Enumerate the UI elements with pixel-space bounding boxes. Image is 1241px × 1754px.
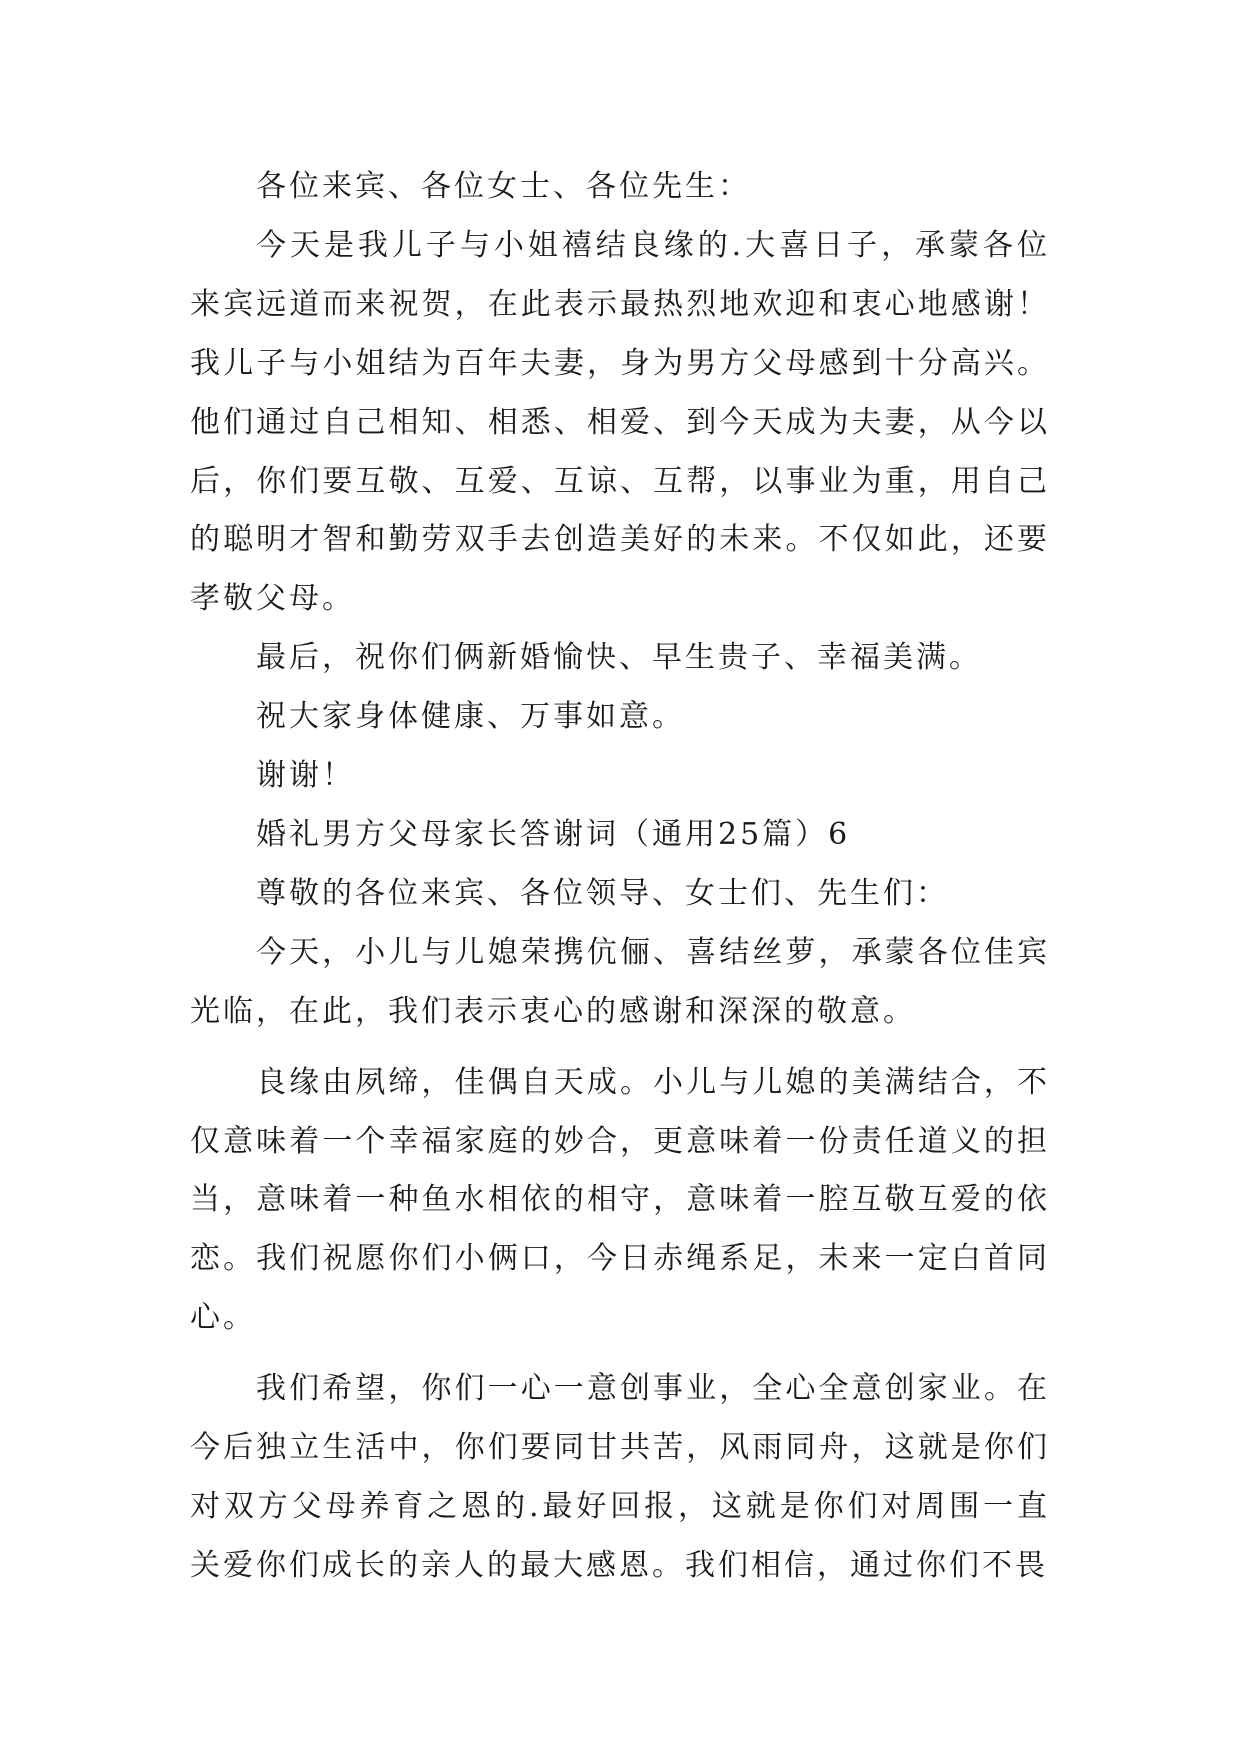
paragraph-spacer — [190, 1042, 1050, 1054]
body-paragraph: 良缘由夙缔，佳偶自天成。小儿与儿媳的美满结合，不仅意味着一个幸福家庭的妙合，更意味着一份责任道义的担当，意味着一种鱼水相依的相守，意味着一腔互敬互爱的依恋。我们祝愿你们小俩口，今日赤绳系足，未来一定白首同心。 — [190, 1064, 1050, 1336]
body-paragraph: 今天，小儿与儿媳荣携伉俪、喜结丝萝，承蒙各位佳宾光临，在此，我们表示衷心的感谢和深深的敬意。 — [190, 934, 1050, 1029]
paragraph-spacer — [190, 1348, 1050, 1360]
body-paragraph: 我们希望，你们一心一意创事业，全心全意创家业。在今后独立生活中，你们要同甘共苦，风雨同舟，这就是你们对双方父母养育之恩的.最好回报，这就是你们对周围一直关爱你们成长的亲人的最大感恩。我们相信，通过你们不畏 — [190, 1371, 1050, 1583]
greeting-paragraph: 尊敬的各位来宾、各位领导、女士们、先生们： — [256, 875, 949, 911]
section-heading: 婚礼男方父母家长答谢词（通用25篇）6 — [256, 816, 851, 852]
closing-wish-paragraph: 祝大家身体健康、万事如意。 — [256, 699, 685, 735]
document-body — [190, 158, 1050, 1596]
closing-wish-paragraph: 最后，祝你们俩新婚愉快、早生贵子、幸福美满。 — [256, 640, 982, 676]
thanks-paragraph: 谢谢！ — [256, 758, 355, 794]
body-paragraph: 今天是我儿子与小姐禧结良缘的.大喜日子，承蒙各位来宾远道而来祝贺，在此表示最热烈地欢迎和衷心地感谢！我儿子与小姐结为百年夫妻，身为男方父母感到十分高兴。他们通过自己相知、相悉、相爱、到今天成为夫妻，从今以后，你们要互敬、互爱、互谅、互帮，以事业为重，用自己的聪明才智和勤劳双手去创造美好的未来。不仅如此，还要孝敬父母。 — [190, 227, 1050, 617]
greeting-paragraph: 各位来宾、各位女士、各位先生： — [256, 169, 751, 204]
